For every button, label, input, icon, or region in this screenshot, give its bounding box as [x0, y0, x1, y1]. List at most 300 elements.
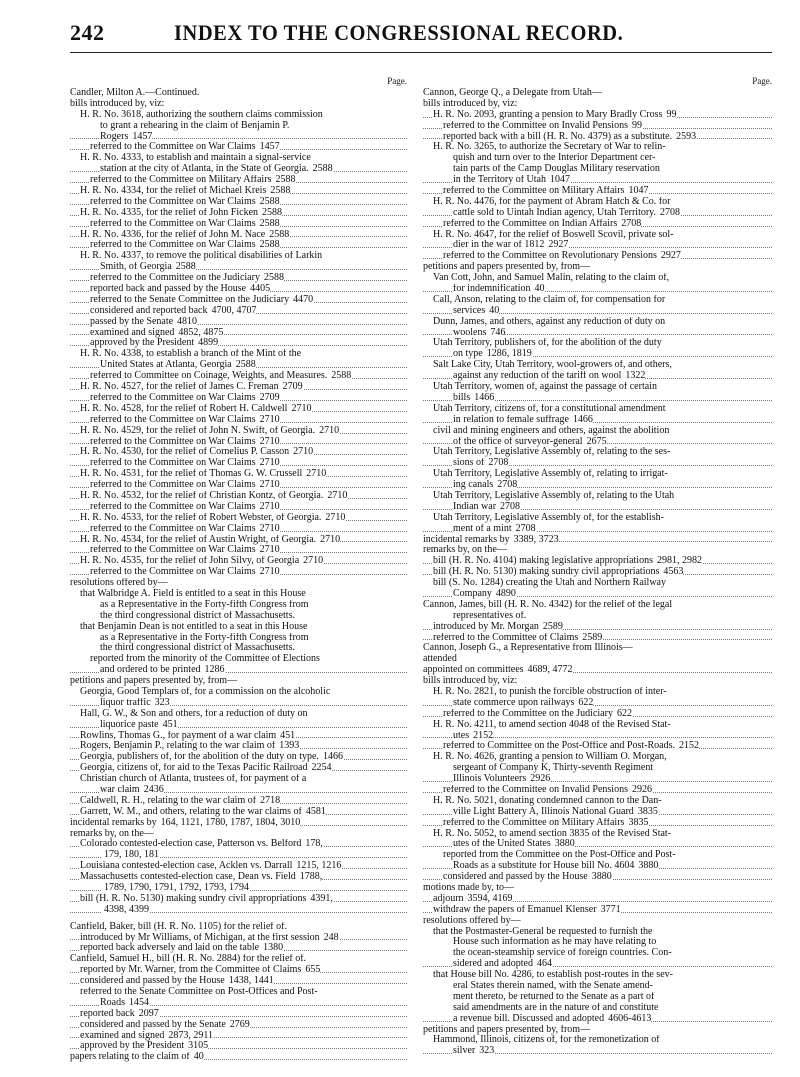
index-line [423, 752, 772, 763]
index-text: reported back adversely and laid on the table [80, 943, 260, 954]
page-reference: 2675 [586, 436, 607, 447]
index-text: referred to the Committee on Invalid Pensions [443, 785, 628, 795]
page-reference: 2926 [631, 785, 652, 795]
index-text: Cannon, James, bill (H. R. No. 4342) for the relief of the legal [423, 599, 673, 610]
index-line [423, 633, 772, 644]
index-line [70, 513, 407, 524]
index-line [70, 88, 407, 99]
index-text: H. R. No. 4534, for the relief of Austin Wright, of Georgia. [80, 534, 317, 545]
page-reference: 4852, 4875 [178, 327, 224, 338]
index-text: liquorice paste [100, 719, 159, 730]
page-reference: 2588 [263, 273, 284, 284]
index-line [70, 132, 407, 143]
index-line [70, 469, 407, 480]
index-line [70, 262, 407, 273]
index-line [423, 328, 772, 339]
index-line [423, 818, 772, 829]
index-line [70, 404, 407, 415]
index-line [70, 676, 407, 687]
page-reference: 2710 [291, 403, 312, 414]
index-line [70, 208, 407, 219]
index-line [423, 578, 772, 589]
page-reference: 1286, 1819 [486, 349, 532, 360]
page-reference: 4810 [177, 316, 198, 327]
index-text: referred to the Committee on War Claims [90, 436, 256, 447]
index-line [70, 1031, 407, 1042]
index-text: Utah Territory, Legislative Assembly of, relating to irrigat- [433, 469, 668, 480]
index-line [70, 861, 407, 872]
index-text: H. R. No. 4335, for the relief of John Ficken [80, 207, 259, 218]
index-text: utes [453, 730, 470, 741]
index-text: Utah Territory, Legislative Assembly of, relating to the ses- [433, 447, 671, 458]
index-line [70, 600, 407, 611]
index-line [423, 687, 772, 698]
index-line [70, 850, 407, 861]
index-text: the ocean-steamship service of foreign countries. Con- [453, 948, 672, 959]
index-line [423, 785, 772, 796]
index-line [70, 447, 407, 458]
right-entries [423, 88, 772, 1057]
index-line [70, 349, 407, 360]
index-text: Hammond, Illinois, citizens of, for the remonetization of [433, 1035, 660, 1046]
index-text: referred to Committee on the Post-Office and Post-Roads. [443, 741, 675, 752]
page-reference: 4391, [310, 893, 333, 904]
index-text: incidental remarks by [70, 817, 157, 828]
page-reference: 2718 [260, 795, 281, 806]
index-line [423, 175, 772, 186]
index-text: that the Postmaster-General be requested to furnish the [433, 926, 653, 937]
page-reference: 655 [305, 965, 321, 976]
page-reference: 2589 [582, 632, 603, 643]
index-text: state commerce upon railways [453, 697, 575, 708]
index-text: Canfield, Baker, bill (H. R. No. 1105) for the relief of. [70, 921, 287, 932]
index-text: reported back [80, 1008, 135, 1019]
index-text: remarks by, on the— [423, 545, 507, 556]
index-line [70, 872, 407, 883]
index-text: referred to the Committee on Indian Affairs [443, 218, 618, 229]
page-header [70, 18, 770, 54]
index-line [423, 589, 772, 600]
page-reference: 3105 [188, 1041, 209, 1052]
index-text: Roads as a substitute for House bill No. 4604 [453, 861, 635, 872]
index-line [423, 959, 772, 970]
index-text: civil and mining engineers and others, against the abolition [433, 425, 670, 436]
page-reference: 4405 [250, 284, 271, 295]
index-line [423, 1014, 772, 1025]
index-line [423, 861, 772, 872]
index-text: Cannon, Joseph G., a Representative from Illinois— [423, 643, 633, 654]
index-text: reported back and passed by the House [90, 284, 247, 295]
page-reference: 2710 [259, 545, 280, 556]
index-text: liquor traffic [100, 697, 151, 708]
index-line [423, 709, 772, 720]
page-reference: 4606-4613 [608, 1013, 652, 1024]
index-text: H. R. No. 4338, to establish a branch of the Mint of the [80, 349, 302, 360]
index-line [423, 426, 772, 437]
index-text: Dunn, James, and others, against any reduction of duty on [433, 316, 666, 327]
index-text: bill (S. No. 1284) creating the Utah and Northern Railway [433, 578, 666, 589]
index-text: referred to the Committee on Invalid Pensions [443, 120, 628, 131]
index-text: H. R. No. 4528, for the relief of Robert H. Caldwell [80, 403, 288, 414]
index-line [423, 894, 772, 905]
index-line [423, 142, 772, 153]
index-text: H. R. No. 5052, to amend section 3835 of the Revised Stat- [433, 828, 672, 839]
page-reference: 2710 [319, 425, 340, 436]
index-text: H. R. No. 5021, donating condemned cannon to the Dan- [433, 795, 662, 806]
index-line [423, 306, 772, 317]
index-text: referred to the Committee on the Judiciary [90, 273, 260, 284]
index-line [70, 965, 407, 976]
index-line [70, 698, 407, 709]
page-reference: 2710 [259, 414, 280, 425]
page-reference: 2873, 2911 [168, 1030, 214, 1041]
index-text: H. R. No. 3618, authorizing the southern claims commission [80, 109, 323, 120]
index-line [423, 360, 772, 371]
index-line [70, 393, 407, 404]
index-text: that Benjamin Dean is not entitled to a seat in this House [80, 621, 308, 632]
index-line [70, 284, 407, 295]
index-line [70, 1009, 407, 1020]
page-reference: 99 [631, 120, 642, 131]
index-text: Company [453, 588, 492, 599]
index-line [423, 469, 772, 480]
page-reference: 4581 [305, 806, 326, 817]
index-line [423, 720, 772, 731]
index-line [70, 197, 407, 208]
page-reference: 2588 [275, 175, 296, 186]
running-title: INDEX TO THE CONGRESSIONAL RECORD. [174, 20, 624, 45]
index-line [70, 535, 407, 546]
page-reference: 179, 180, 181 [104, 850, 159, 861]
index-text: in relation to female suffrage [453, 414, 569, 425]
index-line [423, 415, 772, 426]
index-line [70, 987, 407, 998]
index-text: the third congressional district of Massachusetts. [100, 610, 295, 621]
page-reference: 2708 [497, 480, 518, 491]
index-line [70, 763, 407, 774]
index-line [423, 88, 772, 99]
index-text: considered and passed by the Senate [80, 1019, 226, 1030]
index-text: the third congressional district of Massachusetts. [100, 643, 295, 654]
index-line [423, 164, 772, 175]
index-text: considered and passed by the House [443, 872, 588, 883]
index-text: against any reduction of the tariff on wool [453, 371, 622, 382]
page-reference: 622 [616, 708, 632, 719]
index-text: bill (H. R. No. 5130) making sundry civil appropriations [80, 893, 307, 904]
index-line [423, 208, 772, 219]
page-reference: 2710 [259, 458, 280, 469]
index-text: approved by the President [90, 338, 195, 349]
index-text: bill (H. R. No. 5130) making sundry civil appropriations [433, 567, 660, 578]
index-line [423, 284, 772, 295]
index-text: adjourn [433, 893, 464, 904]
index-line [423, 480, 772, 491]
index-text: Rogers [100, 131, 129, 142]
index-line [423, 545, 772, 556]
page-reference: 2710 [320, 534, 341, 545]
page-reference: 1393 [279, 741, 300, 752]
index-text: H. R. No. 4529, for the relief of John N. Swift, of Georgia. [80, 425, 316, 436]
index-line [423, 916, 772, 927]
page-reference: 2708 [515, 523, 536, 534]
index-line [70, 371, 407, 382]
index-text: introduced by Mr Williams, of Michigan, at the first session [80, 932, 320, 943]
index-text: referred to the Committee on War Claims [90, 142, 256, 153]
page-reference: 3880 [591, 872, 612, 883]
page-reference: 2589 [542, 621, 563, 632]
page-reference: 1788, [299, 872, 323, 883]
index-line [70, 774, 407, 785]
index-line [423, 970, 772, 981]
page-reference: 3389, 3723 [513, 534, 559, 545]
index-text: Rogers, Benjamin P., relating to the war claim of [80, 741, 276, 752]
page-reference: 2588 [269, 229, 290, 240]
index-text: resolutions offered by— [423, 915, 521, 926]
index-line [423, 491, 772, 502]
index-line [70, 121, 407, 132]
page-reference: 1789, 1790, 1791, 1792, 1793, 1794 [104, 883, 249, 894]
index-line [70, 328, 407, 339]
index-line [423, 219, 772, 230]
page-reference: 4890 [495, 588, 516, 599]
index-line [423, 535, 772, 546]
index-line [70, 437, 407, 448]
index-text: sergeant of Company K, Thirty-seventh Regiment [453, 763, 654, 774]
page-reference: 2708 [621, 218, 642, 229]
index-text: ville Light Battery A, Illinois National Guard [453, 806, 634, 817]
index-line [70, 818, 407, 829]
index-text: referred to Committee on Coinage, Weights, and Measures. [90, 371, 328, 382]
index-line [423, 556, 772, 567]
index-text: referred to the Committee on War Claims [90, 218, 256, 229]
index-text: sions of [453, 458, 485, 469]
index-text: Smith, of Georgia [100, 262, 172, 273]
index-text: H. R. No. 4533, for the relief of Robert Webster, of Georgia. [80, 512, 322, 523]
index-text: Utah Territory, Legislative Assembly of, relating to the Utah [433, 490, 675, 501]
page-reference: 1454 [129, 997, 149, 1008]
index-line [70, 807, 407, 818]
page-reference: 1047 [549, 175, 570, 186]
index-text: considered and reported back [90, 305, 208, 316]
index-line [70, 839, 407, 850]
index-text: papers relating to the claim of [70, 1052, 190, 1063]
index-text: referred to the Committee on the Judiciary [443, 708, 613, 719]
page-reference: 2152 [679, 741, 699, 752]
index-line [70, 175, 407, 186]
page-reference: 2097 [138, 1008, 159, 1019]
index-text: utes of the United States [453, 839, 551, 850]
page-reference: 2152 [473, 730, 494, 741]
index-line [423, 622, 772, 633]
page-reference: 40 [489, 305, 500, 316]
index-line [423, 393, 772, 404]
index-text: passed by the Senate [90, 316, 174, 327]
index-text: Indian war [453, 501, 497, 512]
index-text: Call, Anson, relating to the claim of, for compensation for [433, 294, 666, 305]
index-text: quish and turn over to the Interior Department cer- [453, 153, 656, 164]
index-line [70, 954, 407, 965]
page-reference: 2588 [235, 360, 256, 371]
index-line [423, 850, 772, 861]
index-text: H. R. No. 2093, granting a pension to Mary Bradly Cross [433, 109, 663, 120]
page-reference: 2588 [331, 371, 352, 382]
page-reference: 4398, 4399 [104, 904, 149, 915]
index-line [70, 720, 407, 731]
index-text: referred to the Committee on War Claims [90, 458, 256, 469]
index-text: that House bill No. 4286, to establish post-routes in the sev- [433, 970, 673, 981]
index-line [70, 317, 407, 328]
index-line [423, 110, 772, 121]
page-reference: 2710 [259, 523, 280, 534]
page-reference: 2708 [488, 458, 509, 469]
page-reference: 1380 [263, 943, 284, 954]
index-text: United States at Atlanta, Georgia [100, 360, 232, 371]
page-reference: 178, [305, 839, 323, 850]
index-text: sidered and adopted [453, 959, 533, 970]
index-text: Garrett, W. M., and others, relating to the war claims of [80, 806, 302, 817]
page-reference: 1438, 1441 [228, 976, 274, 987]
page-reference: 40 [534, 284, 545, 295]
index-line [423, 807, 772, 818]
left-entries [70, 88, 407, 1063]
index-line [423, 731, 772, 742]
index-line [423, 186, 772, 197]
index-text: on type [453, 349, 483, 360]
index-line [423, 796, 772, 807]
index-line [423, 1035, 772, 1046]
index-line [423, 382, 772, 393]
index-text: and ordered to be printed [100, 665, 201, 676]
page-reference: 2927 [548, 240, 569, 251]
index-text: H. R. No. 4476, for the payment of Abram Hatch & Co. for [433, 196, 671, 207]
index-line [423, 948, 772, 959]
index-line [70, 905, 407, 916]
index-text: referred to the Committee on War Claims [90, 545, 256, 556]
index-line [70, 741, 407, 752]
index-text: H. R. No. 4333, to establish and maintain a signal-service [80, 153, 311, 164]
page-reference: 2710 [327, 490, 348, 501]
page-reference: 2710 [303, 556, 324, 567]
index-line [70, 164, 407, 175]
index-line [70, 251, 407, 262]
index-line [70, 752, 407, 763]
index-line [70, 578, 407, 589]
index-line [423, 513, 772, 524]
page-reference: 3835 [628, 817, 649, 828]
page-reference: 4700, 4707 [211, 305, 257, 316]
index-text: House such information as he may have relating to [453, 937, 657, 948]
index-text: Georgia, citizens of, for aid to the Texas Pacific Railroad [80, 763, 308, 774]
index-text: bills introduced by, viz: [423, 676, 518, 687]
index-text: bills introduced by, viz: [423, 98, 518, 109]
index-line [423, 273, 772, 284]
page-reference: 1215, 1216 [296, 861, 342, 872]
page-reference: 2710 [306, 469, 327, 480]
index-line [70, 1041, 407, 1052]
page-reference: 2708 [660, 207, 681, 218]
index-text: referred to the Senate Committee on the Judiciary [90, 294, 290, 305]
index-line [70, 894, 407, 905]
index-line [70, 240, 407, 251]
index-line [423, 905, 772, 916]
index-line [423, 251, 772, 262]
index-text: referred to the Committee on War Claims [90, 523, 256, 534]
index-text: Louisiana contested-election case, Acklen vs. Darrall [80, 861, 293, 872]
index-text: services [453, 305, 486, 316]
index-text: H. R. No. 4337, to remove the political disabilities of Larkin [80, 251, 323, 262]
index-line [423, 600, 772, 611]
page-reference: 2926 [530, 774, 551, 785]
index-text: referred to the Committee on Military Affairs [90, 175, 272, 186]
index-line [423, 676, 772, 687]
index-text: H. R. No. 4530, for the relief of Cornelius P. Casson [80, 447, 290, 458]
index-text: in the Territory of Utah [453, 175, 546, 186]
index-line [70, 589, 407, 600]
index-line [423, 458, 772, 469]
index-line [70, 273, 407, 284]
index-text: resolutions offered by— [70, 578, 168, 589]
index-text: of the office of surveyor-general [453, 436, 583, 447]
index-line [70, 360, 407, 371]
index-text: H. R. No. 4527, for the relief of James C. Freman [80, 382, 279, 393]
index-line [70, 415, 407, 426]
index-text: Christian church of Atlanta, trustees of, for payment of a [80, 774, 307, 785]
index-text: referred to the Committee on War Claims [90, 480, 256, 491]
page-reference: 3880 [554, 839, 575, 850]
page-reference: 2588 [259, 196, 280, 207]
index-text: Illinois Volunteers [453, 774, 527, 785]
page-reference: 1286 [204, 665, 225, 676]
index-text: Massachusetts contested-election case, Dean vs. Field [80, 872, 296, 883]
page-reference: 1047 [628, 186, 649, 197]
index-line [70, 480, 407, 491]
index-line [423, 872, 772, 883]
index-text: petitions and papers presented by, from— [70, 676, 238, 687]
index-text: woolens [453, 327, 487, 338]
index-text: referred to the Committee on War Claims [90, 567, 256, 578]
index-text: Roads [100, 997, 125, 1008]
index-text: attended [423, 654, 457, 665]
page-reference: 3880 [638, 861, 659, 872]
page-reference: 451 [162, 719, 178, 730]
index-text: motions made by, to— [423, 883, 515, 894]
page-reference: 451 [280, 730, 296, 741]
index-text: petitions and papers presented by, from— [423, 262, 591, 273]
page-reference: 2588 [175, 262, 196, 273]
page-reference: 2709 [259, 392, 280, 403]
page-reference: 2588 [262, 207, 283, 218]
index-text: Canfield, Samuel H., bill (H. R. No. 2884) for the relief of. [70, 954, 307, 965]
index-text: Caldwell, R. H., relating to the war claim of [80, 795, 257, 806]
index-line [423, 937, 772, 948]
index-line [423, 1003, 772, 1014]
index-line [70, 687, 407, 698]
page-reference: 2710 [259, 501, 280, 512]
page-reference: 2436 [143, 785, 164, 795]
page-reference: 1466 [474, 392, 495, 403]
index-text: bills [453, 392, 471, 403]
index-text: H. R. No. 4531, for the relief of Thomas G. W. Crussell [80, 469, 303, 480]
page-reference: 4470 [293, 294, 314, 305]
index-text: referred to the Committee on War Claims [90, 501, 256, 512]
index-line [70, 110, 407, 121]
index-line [423, 197, 772, 208]
index-line [70, 922, 407, 933]
index-line [423, 240, 772, 251]
page-reference: 1466 [322, 752, 343, 763]
index-text: eral States therein named, with the Senate amend- [453, 981, 653, 992]
index-text: a revenue bill. Discussed and adopted [453, 1013, 605, 1024]
